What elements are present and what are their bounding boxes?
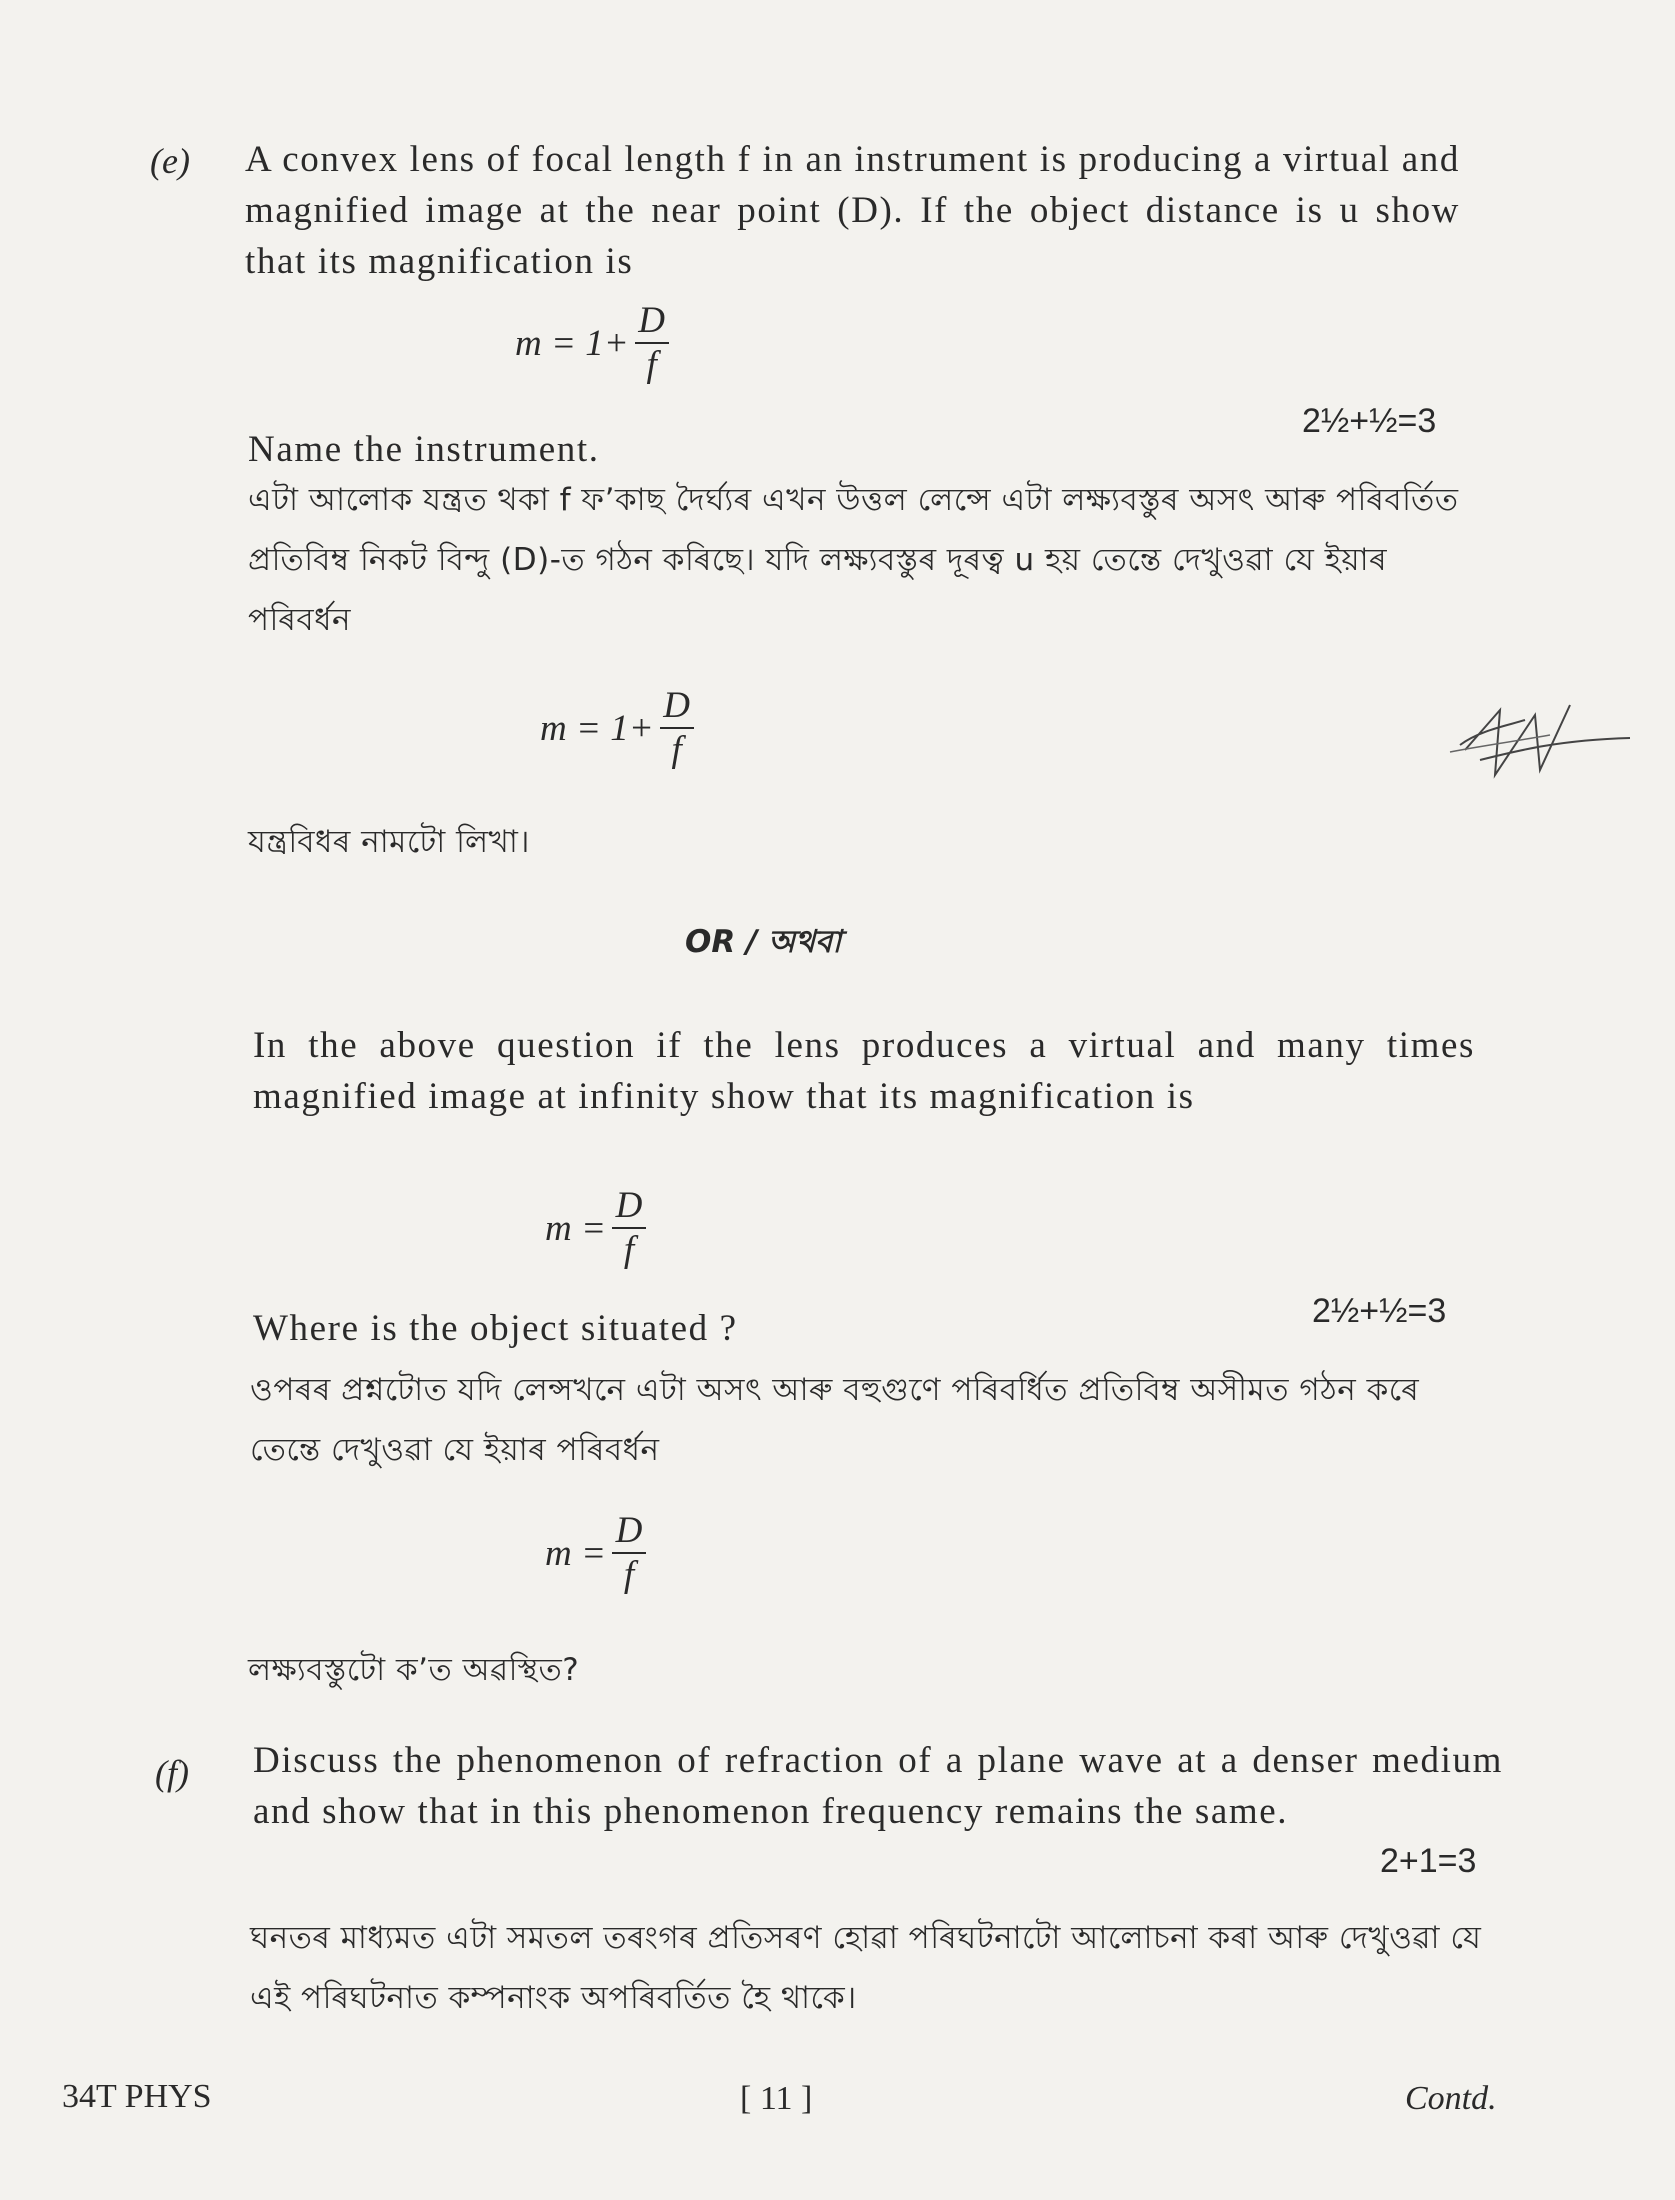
- question-e-alt-sub-question: Where is the object situated ?: [253, 1308, 738, 1349]
- question-e-assamese-text: এটা আলোক যন্ত্ৰত থকা f ফ’কাছ দৈৰ্ঘ্যৰ এখন উত্তল লেন্সে এটা লক্ষ্যবস্তুৰ অসৎ আৰু পৰিবৰ্তিত প্ৰতিবিম্ব নিকট বিন্দু (D)-ত গঠন কৰিছে। যদি লক্ষ্যবস্তুৰ দূৰত্ব u হয় তেন্তে দেখুওৱা যে ইয়াৰ পৰিবৰ্ধন: [248, 482, 1459, 638]
- handwritten-signature-icon: [1440, 690, 1640, 800]
- question-e-sub-question: Name the instrument.: [248, 429, 600, 470]
- question-e-formula-english: [515, 300, 669, 386]
- question-f-label: (f): [155, 1753, 189, 1793]
- formula-numerator: D: [615, 1510, 643, 1551]
- formula-lhs: m = 1+: [515, 322, 629, 364]
- question-e-alt-marks: 2½+½=3: [1312, 1292, 1447, 1330]
- footer-continued: Contd.: [1405, 2080, 1497, 2117]
- question-e-alt-formula-assamese: [545, 1510, 646, 1596]
- formula-denominator: f: [623, 1229, 635, 1270]
- formula-denominator: f: [646, 344, 657, 385]
- question-f-marks: 2+1=3: [1380, 1842, 1477, 1880]
- formula-fraction: [660, 685, 694, 771]
- formula-lhs: m = 1+: [540, 707, 654, 749]
- question-e-english-text: A convex lens of focal length f in an instrument is producing a virtual and magnified image at the near point (D). If the object distance is u show that its magnification is: [245, 139, 1460, 282]
- formula-fraction: [635, 300, 669, 386]
- question-f-assamese-text: ঘনতৰ মাধ্যমত এটা সমতল তৰংগৰ প্ৰতিসৰণ হোৱা পৰিঘটনাটো আলোচনা কৰা আৰু দেখুওৱা যে এই পৰিঘটনাত কম্পনাংক অপৰিবৰ্তিত হৈ থাকে।: [250, 1920, 1482, 2016]
- question-e-marks: 2½+½=3: [1302, 402, 1437, 440]
- formula-numerator: D: [638, 300, 666, 341]
- question-e-alt-assamese-text: ওপৰৰ প্ৰশ্নটোত যদি লেন্সখনে এটা অসৎ আৰু বহুগুণে পৰিবৰ্ধিত প্ৰতিবিম্ব অসীমত গঠন কৰে তেন্তে দেখুওৱা যে ইয়াৰ পৰিবৰ্ধন: [250, 1372, 1420, 1468]
- question-e-alt-assamese-sub-question: লক্ষ্যবস্তুটো ক’ত অৱস্থিত?: [248, 1652, 580, 1688]
- question-e-assamese-sub-question: যন্ত্ৰবিধৰ নামটো লিখা।: [248, 824, 530, 860]
- footer-page-number: [ 11 ]: [740, 2080, 813, 2117]
- formula-lhs: m =: [545, 1532, 606, 1574]
- question-e-alt-formula-english: [545, 1185, 646, 1271]
- formula-denominator: f: [623, 1554, 635, 1595]
- formula-fraction: [612, 1510, 646, 1596]
- or-separator: OR / অথবা: [685, 924, 842, 960]
- question-e-alt-english-text: In the above question if the lens produces a virtual and many times magnified image at infinity show that its magnification is: [253, 1025, 1475, 1117]
- formula-denominator: f: [671, 729, 682, 770]
- formula-numerator: D: [615, 1185, 643, 1226]
- formula-numerator: D: [663, 685, 691, 726]
- footer-paper-code: 34T PHYS: [62, 2078, 212, 2115]
- formula-lhs: m =: [545, 1207, 606, 1249]
- question-f-english-text: Discuss the phenomenon of refraction of a plane wave at a denser medium and show that in this phenomenon frequency remains the same.: [253, 1740, 1503, 1832]
- question-e-label: (e): [150, 141, 190, 181]
- formula-fraction: [612, 1185, 646, 1271]
- question-e-formula-assamese: [540, 685, 694, 771]
